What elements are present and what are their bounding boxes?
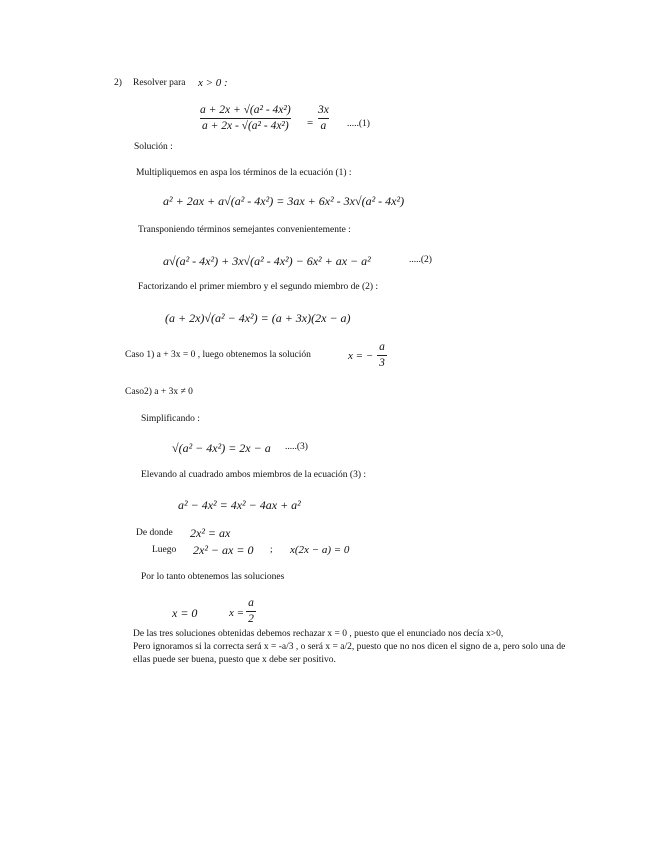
step-2-equation: a√(a² - 4x²) + 3x√(a² - 4x²) − 6x² + ax − a² (163, 254, 371, 268)
equation-1-rhs-fraction (318, 104, 329, 133)
solution-2-lhs: x = (229, 607, 245, 619)
step-2-text: Transponiendo términos semejantes convenientemente : (138, 225, 351, 235)
step-2-tag: .....(2) (409, 255, 432, 265)
caso-1-numerator: a (379, 341, 385, 353)
simplificando-text: Simplificando : (141, 414, 200, 424)
de-donde-text: De donde (136, 528, 173, 538)
problem-statement: Resolver para (133, 78, 186, 88)
equation-1-tag: .....(1) (347, 119, 370, 129)
caso-1-denominator: 3 (379, 357, 385, 369)
equation-4: a² − 4x² = 4x² − 4ax + a² (178, 498, 301, 512)
solution-2-denominator: 2 (248, 613, 254, 625)
elevando-text: Elevando al cuadrado ambos miembros de la ecuación (3) : (141, 470, 367, 480)
problem-number: 2) (114, 78, 122, 88)
equation-1-rhs-numerator: 3x (318, 104, 329, 116)
de-donde-equation: 2x² = ax (190, 526, 231, 540)
caso-1-text: Caso 1) a + 3x = 0 , luego obtenemos la solución (125, 350, 311, 360)
equation-1-rhs-denominator: a (320, 120, 327, 132)
step-3-text: Factorizando el primer miembro y el segundo miembro de (2) : (138, 282, 379, 292)
problem-condition: x > 0 : (198, 77, 228, 89)
equation-1-numerator: a + 2x + √(a² - 4x²) (200, 104, 291, 116)
solucion-label: Solución : (134, 142, 173, 152)
conclusion-line-2: Pero ignoramos si la correcta será x = -a/3 , o será x = a/2, puesto que no nos dicen el signo de a, pero solo una de (133, 642, 566, 652)
fraction-bar (377, 355, 387, 356)
step-3-equation: (a + 2x)√(a² − 4x²) = (a + 3x)(2x − a) (165, 311, 351, 325)
equation-3: √(a² − 4x²) = 2x − a (172, 441, 271, 455)
separator: ; (270, 545, 273, 555)
por-lo-tanto-text: Por lo tanto obtenemos las soluciones (141, 572, 285, 582)
caso-2-text: Caso2) a + 3x ≠ 0 (125, 387, 193, 397)
caso-1-solution-fraction (377, 341, 387, 370)
fraction-bar (200, 118, 291, 119)
caso-1-solution-lhs: x = − (348, 350, 374, 362)
equation-1-equals: = (307, 117, 314, 129)
step-1-equation: a² + 2ax + a√(a² - 4x²) = 3ax + 6x² - 3x√(a² - 4x²) (163, 194, 405, 208)
solution-x-zero: x = 0 (172, 606, 198, 620)
conclusion-line-3: ellas puede ser buena, puesto que x debe ser positivo. (133, 655, 336, 665)
conclusion-line-1: De las tres soluciones obtenidas debemos rechazar x = 0 , puesto que el enunciado nos decía x>0, (133, 629, 504, 639)
fraction-bar (318, 118, 329, 119)
fraction-bar (246, 611, 256, 612)
equation-3-tag: .....(3) (285, 442, 308, 452)
solution-2-numerator: a (248, 597, 254, 609)
equation-1-denominator: a + 2x - √(a² - 4x²) (201, 120, 289, 132)
factored-equation: x(2x − a) = 0 (290, 544, 350, 556)
solution-2-fraction (246, 597, 256, 626)
equation-1-lhs-fraction (200, 104, 291, 133)
luego-text: Luego (152, 545, 177, 555)
step-1-text: Multipliquemos en aspa los términos de la ecuación (1) : (136, 168, 352, 178)
luego-equation: 2x² − ax = 0 (193, 543, 254, 557)
